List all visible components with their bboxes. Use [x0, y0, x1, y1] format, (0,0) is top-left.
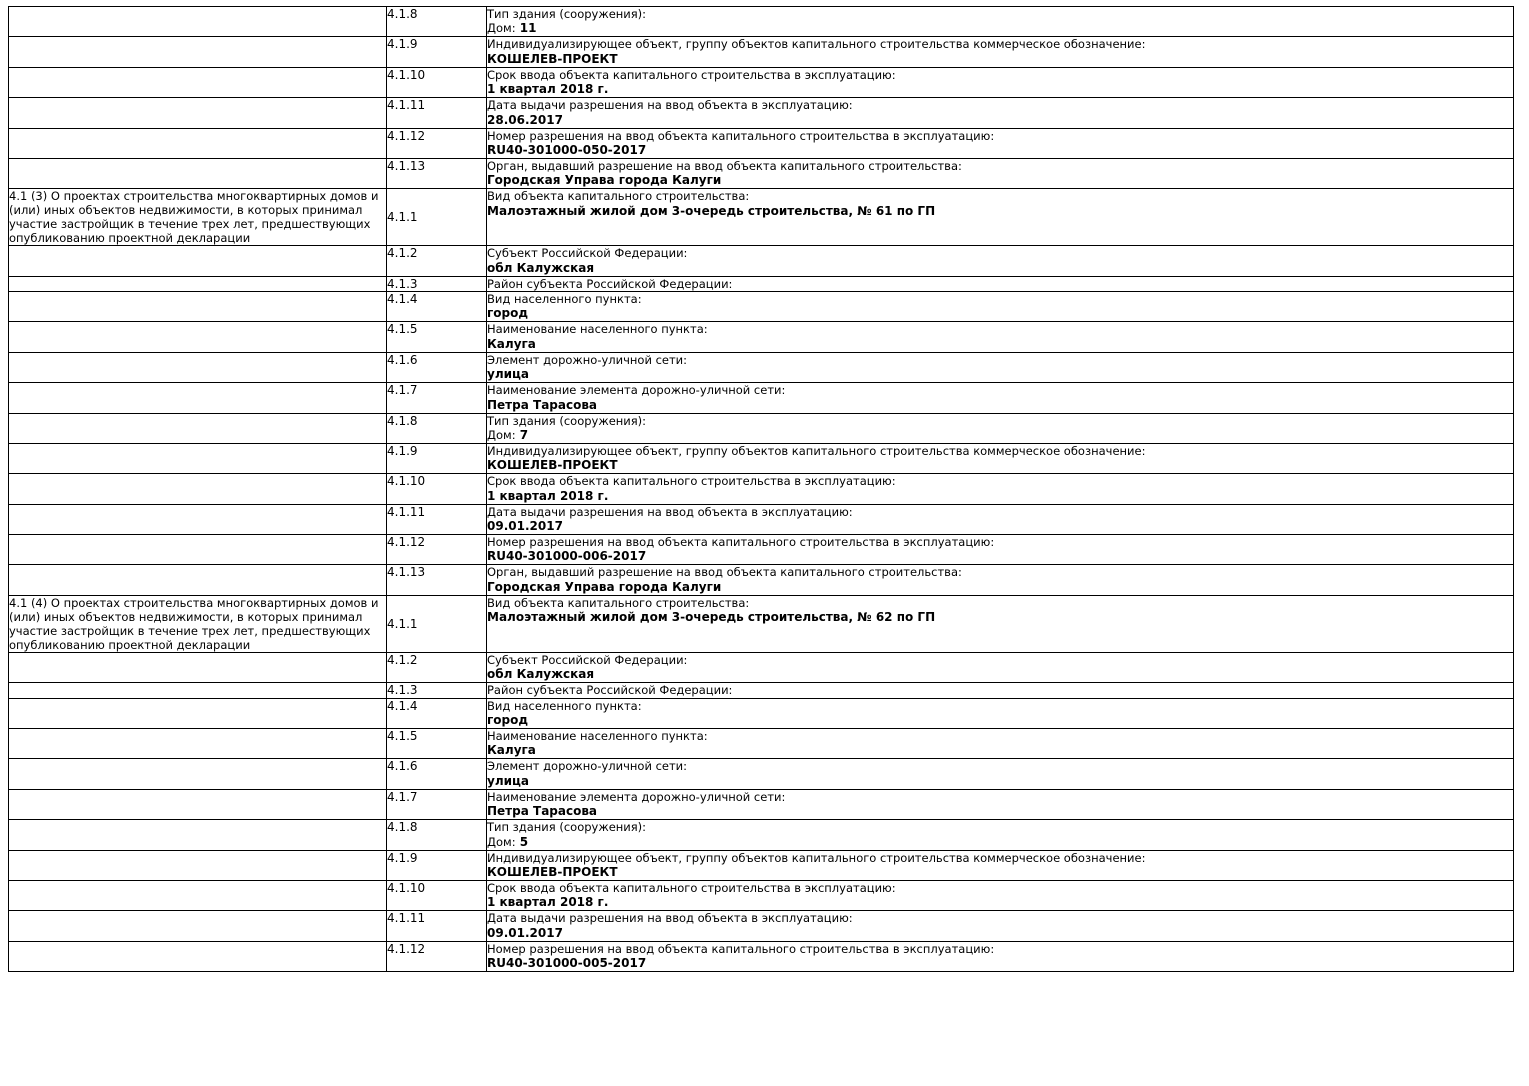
- section-cell: [9, 413, 387, 443]
- table-row: [9, 158, 1514, 188]
- field-code: 4.1.5: [387, 322, 487, 352]
- field-code: 4.1.2: [387, 652, 487, 682]
- field-label: Тип здания (сооружения):: [487, 820, 647, 835]
- field-label: Срок ввода объекта капитального строительства в эксплуатацию:: [487, 474, 896, 489]
- field-value-cell: [487, 729, 1514, 759]
- field-value-text: 5: [519, 834, 529, 849]
- field-code: 4.1.3: [387, 683, 487, 698]
- field-value-cell: [487, 698, 1514, 728]
- field-value-cell: [487, 941, 1514, 971]
- field-value: Калуга: [487, 336, 536, 351]
- section-cell: [9, 246, 387, 276]
- field-value-cell: [487, 504, 1514, 534]
- field-code: 4.1.8: [387, 7, 487, 37]
- field-value-cell: [487, 474, 1514, 504]
- field-code: 4.1.5: [387, 729, 487, 759]
- field-value-cell: [487, 595, 1514, 652]
- field-value-cell: [487, 383, 1514, 413]
- section-cell: [9, 880, 387, 910]
- field-code: 4.1.11: [387, 98, 487, 128]
- field-code: 4.1.11: [387, 911, 487, 941]
- section-cell: [9, 37, 387, 67]
- table-row: [9, 789, 1514, 819]
- field-code: 4.1.7: [387, 789, 487, 819]
- section-cell: [9, 565, 387, 595]
- table-row: [9, 565, 1514, 595]
- field-code: 4.1.6: [387, 759, 487, 789]
- field-label: Номер разрешения на ввод объекта капитального строительства в эксплуатацию:: [487, 535, 995, 550]
- field-value: улица: [487, 773, 530, 788]
- section-cell: [9, 652, 387, 682]
- field-label: Дата выдачи разрешения на ввод объекта в эксплуатацию:: [487, 504, 853, 519]
- field-code: 4.1.8: [387, 820, 487, 850]
- field-label: Срок ввода объекта капитального строительства в эксплуатацию:: [487, 67, 896, 82]
- table-row: [9, 595, 1514, 652]
- field-value-cell: [487, 276, 1514, 291]
- field-code: 4.1.8: [387, 413, 487, 443]
- field-sub-label: Дом:: [487, 427, 516, 442]
- field-code: 4.1.4: [387, 698, 487, 728]
- field-label: Тип здания (сооружения):: [487, 7, 647, 21]
- field-code: 4.1.6: [387, 352, 487, 382]
- table-row: [9, 67, 1514, 97]
- field-value-cell: [487, 413, 1514, 443]
- field-label: Вид объекта капитального строительства:: [487, 595, 750, 610]
- table-row: [9, 7, 1514, 37]
- field-value-cell: [487, 189, 1514, 246]
- field-value-cell: [487, 128, 1514, 158]
- field-label: Номер разрешения на ввод объекта капитального строительства в эксплуатацию:: [487, 128, 995, 143]
- field-value: [487, 428, 1513, 443]
- section-cell: [9, 683, 387, 698]
- field-label: Тип здания (сооружения):: [487, 413, 647, 428]
- field-value-cell: [487, 246, 1514, 276]
- field-code: 4.1.1: [387, 189, 487, 246]
- field-code: 4.1.12: [387, 941, 487, 971]
- field-value: Городская Управа города Калуги: [487, 173, 722, 188]
- table-row: [9, 535, 1514, 565]
- field-value-text: 7: [519, 427, 529, 442]
- table-row: [9, 128, 1514, 158]
- field-value: обл Калужская: [487, 260, 595, 275]
- table-row: [9, 37, 1514, 67]
- field-value-text: 11: [519, 21, 537, 36]
- field-code: 4.1.3: [387, 276, 487, 291]
- field-value-cell: [487, 7, 1514, 37]
- field-label: Наименование населенного пункта:: [487, 322, 708, 337]
- field-value-cell: [487, 652, 1514, 682]
- field-label: Элемент дорожно-уличной сети:: [487, 759, 688, 774]
- section-cell: [9, 535, 387, 565]
- field-sub-label: Дом:: [487, 834, 516, 849]
- section-label: 4.1 (3) О проектах строительства многоквартирных домов и (или) иных объектов недвижимости, в которых принимал участие застройщик в течение трех лет, предшествующих опубликованию проектной декларации: [9, 189, 379, 246]
- field-code: 4.1.4: [387, 292, 487, 322]
- section-cell: [9, 474, 387, 504]
- section-cell: [9, 98, 387, 128]
- section-cell: [9, 698, 387, 728]
- section-label: 4.1 (4) О проектах строительства многоквартирных домов и (или) иных объектов недвижимости, в которых принимал участие застройщик в течение трех лет, предшествующих опубликованию проектной декларации: [9, 595, 379, 652]
- field-label: Район субъекта Российской Федерации:: [487, 276, 733, 291]
- table-row: [9, 683, 1514, 698]
- declaration-table: [8, 6, 1514, 972]
- table-row: [9, 322, 1514, 352]
- field-value-cell: [487, 759, 1514, 789]
- field-label: Вид населенного пункта:: [487, 698, 642, 713]
- field-value-cell: [487, 67, 1514, 97]
- section-cell: [9, 128, 387, 158]
- table-row: [9, 820, 1514, 850]
- field-value-cell: [487, 37, 1514, 67]
- field-code: 4.1.9: [387, 443, 487, 473]
- field-value: Городская Управа города Калуги: [487, 579, 722, 594]
- section-cell: [9, 595, 387, 652]
- field-code: 4.1.12: [387, 128, 487, 158]
- field-label: Наименование элемента дорожно-уличной сети:: [487, 383, 786, 398]
- field-code: 4.1.13: [387, 565, 487, 595]
- field-value: 09.01.2017: [487, 519, 563, 534]
- field-code: 4.1.1: [387, 595, 487, 652]
- field-value: 09.01.2017: [487, 925, 563, 940]
- field-code: 4.1.10: [387, 474, 487, 504]
- field-label: Наименование населенного пункта:: [487, 729, 708, 743]
- table-row: [9, 443, 1514, 473]
- field-value: улица: [487, 367, 530, 382]
- section-cell: [9, 911, 387, 941]
- field-value: [487, 835, 1513, 850]
- table-row: [9, 292, 1514, 322]
- field-value: Петра Тарасова: [487, 397, 598, 412]
- table-row: [9, 189, 1514, 246]
- table-row: [9, 941, 1514, 971]
- section-cell: [9, 443, 387, 473]
- section-cell: [9, 789, 387, 819]
- field-value: КОШЕЛЕВ-ПРОЕКТ: [487, 458, 618, 473]
- field-value: КОШЕЛЕВ-ПРОЕКТ: [487, 51, 618, 66]
- field-value: Петра Тарасова: [487, 804, 598, 819]
- field-value: обл Калужская: [487, 667, 595, 682]
- table-row: [9, 880, 1514, 910]
- field-value-cell: [487, 535, 1514, 565]
- field-code: 4.1.13: [387, 158, 487, 188]
- document-page: [0, 6, 1529, 1086]
- section-cell: [9, 7, 387, 37]
- field-code: 4.1.9: [387, 37, 487, 67]
- table-row: [9, 504, 1514, 534]
- field-label: Дата выдачи разрешения на ввод объекта в эксплуатацию:: [487, 911, 853, 926]
- field-value-cell: [487, 352, 1514, 382]
- section-cell: [9, 759, 387, 789]
- field-label: Срок ввода объекта капитального строительства в эксплуатацию:: [487, 880, 896, 895]
- table-row: [9, 413, 1514, 443]
- field-value-cell: [487, 322, 1514, 352]
- field-value: RU40-301000-006-2017: [487, 549, 647, 564]
- section-cell: [9, 504, 387, 534]
- field-value-cell: [487, 565, 1514, 595]
- field-value: 1 квартал 2018 г.: [487, 488, 609, 503]
- section-cell: [9, 729, 387, 759]
- table-row: [9, 474, 1514, 504]
- field-label: Наименование элемента дорожно-уличной сети:: [487, 789, 786, 804]
- table-row: [9, 850, 1514, 880]
- field-label: Орган, выдавший разрешение на ввод объекта капитального строительства:: [487, 565, 962, 580]
- table-body: [9, 7, 1514, 972]
- field-value: 28.06.2017: [487, 112, 563, 127]
- section-cell: [9, 352, 387, 382]
- field-code: 4.1.12: [387, 535, 487, 565]
- field-value: 1 квартал 2018 г.: [487, 82, 609, 97]
- field-value-cell: [487, 911, 1514, 941]
- field-label: Вид объекта капитального строительства:: [487, 189, 750, 204]
- field-value: КОШЕЛЕВ-ПРОЕКТ: [487, 864, 618, 879]
- table-row: [9, 652, 1514, 682]
- field-code: 4.1.11: [387, 504, 487, 534]
- section-cell: [9, 292, 387, 322]
- field-value: город: [487, 713, 529, 727]
- table-row: [9, 698, 1514, 728]
- field-value-cell: [487, 683, 1514, 698]
- field-value-cell: [487, 443, 1514, 473]
- section-cell: [9, 383, 387, 413]
- field-code: 4.1.10: [387, 67, 487, 97]
- field-value-cell: [487, 98, 1514, 128]
- field-value: город: [487, 306, 529, 321]
- field-code: 4.1.2: [387, 246, 487, 276]
- field-code: 4.1.9: [387, 850, 487, 880]
- field-label: Индивидуализирующее объект, группу объектов капитального строительства коммерческое обозначение:: [487, 850, 1146, 865]
- section-cell: [9, 276, 387, 291]
- table-row: [9, 729, 1514, 759]
- section-cell: [9, 158, 387, 188]
- section-cell: [9, 189, 387, 246]
- field-value: RU40-301000-050-2017: [487, 142, 647, 157]
- field-label: Индивидуализирующее объект, группу объектов капитального строительства коммерческое обозначение:: [487, 443, 1146, 458]
- section-cell: [9, 820, 387, 850]
- field-label: Номер разрешения на ввод объекта капитального строительства в эксплуатацию:: [487, 941, 995, 956]
- field-value-cell: [487, 820, 1514, 850]
- field-label: Район субъекта Российской Федерации:: [487, 683, 733, 698]
- field-value-cell: [487, 158, 1514, 188]
- field-value: Малоэтажный жилой дом 3-очередь строительства, № 62 по ГП: [487, 610, 936, 625]
- field-label: Вид населенного пункта:: [487, 292, 642, 307]
- table-row: [9, 276, 1514, 291]
- section-cell: [9, 67, 387, 97]
- field-label: Орган, выдавший разрешение на ввод объекта капитального строительства:: [487, 158, 962, 173]
- table-row: [9, 911, 1514, 941]
- field-label: Субъект Российской Федерации:: [487, 652, 688, 667]
- table-row: [9, 383, 1514, 413]
- field-code: 4.1.7: [387, 383, 487, 413]
- field-sub-label: Дом:: [487, 21, 516, 36]
- table-row: [9, 246, 1514, 276]
- section-cell: [9, 941, 387, 971]
- table-row: [9, 759, 1514, 789]
- field-label: Субъект Российской Федерации:: [487, 246, 688, 261]
- field-value: Малоэтажный жилой дом 3-очередь строительства, № 61 по ГП: [487, 203, 936, 218]
- field-value-cell: [487, 880, 1514, 910]
- table-row: [9, 98, 1514, 128]
- section-cell: [9, 322, 387, 352]
- field-label: Индивидуализирующее объект, группу объектов капитального строительства коммерческое обозначение:: [487, 37, 1146, 52]
- field-value: RU40-301000-005-2017: [487, 956, 647, 970]
- field-value: 1 квартал 2018 г.: [487, 895, 609, 910]
- field-label: Элемент дорожно-уличной сети:: [487, 352, 688, 367]
- table-row: [9, 352, 1514, 382]
- field-label: Дата выдачи разрешения на ввод объекта в эксплуатацию:: [487, 98, 853, 113]
- section-cell: [9, 850, 387, 880]
- field-code: 4.1.10: [387, 880, 487, 910]
- field-value-cell: [487, 850, 1514, 880]
- field-value-cell: [487, 292, 1514, 322]
- field-value: Калуга: [487, 743, 536, 758]
- field-value: [487, 21, 1513, 36]
- field-value-cell: [487, 789, 1514, 819]
